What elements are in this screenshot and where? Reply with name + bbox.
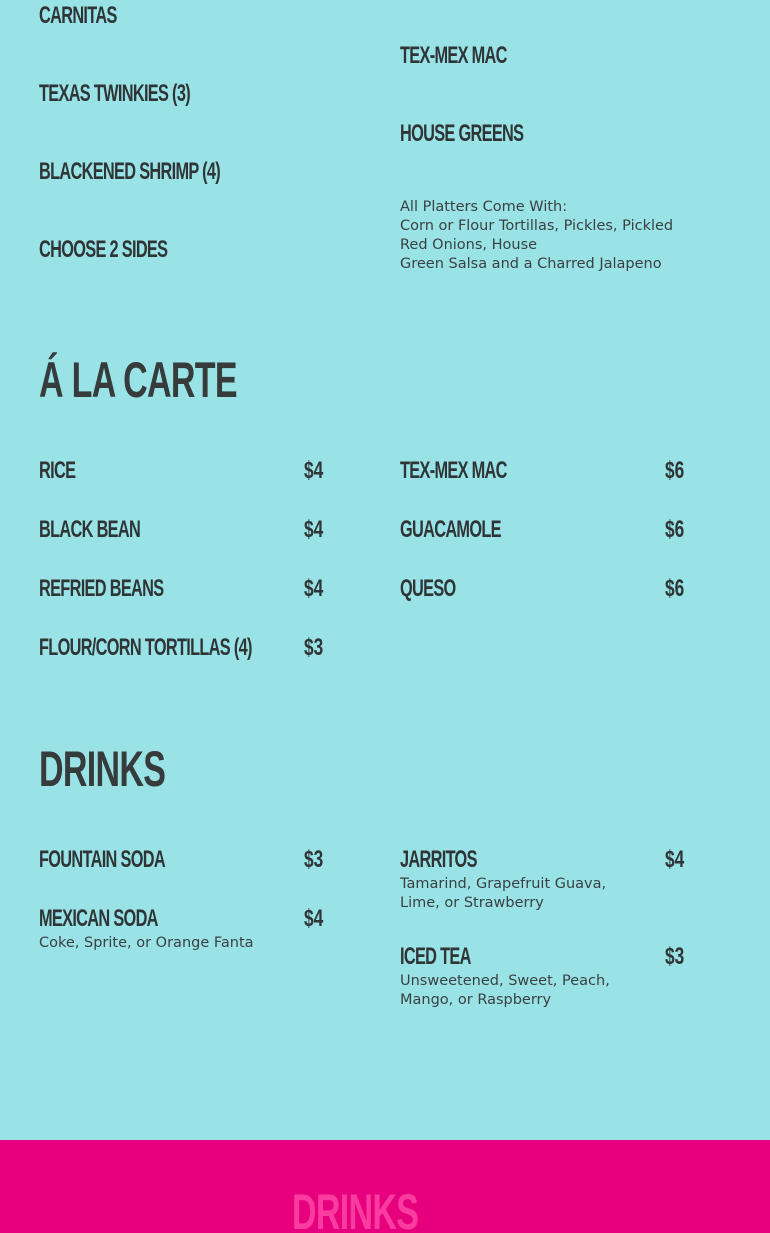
menu-item-name: RICE: [39, 457, 76, 484]
platter-item: [39, 80, 261, 108]
price-text: $4: [304, 516, 324, 543]
drink-item-name: ICED TEA: [400, 943, 471, 970]
section-title-text: Á LA CARTE: [39, 352, 237, 408]
price-text: $4: [304, 457, 324, 484]
platter-side-label: HOUSE GREENS: [400, 120, 524, 147]
menu-item-name: QUESO: [400, 575, 456, 602]
price-text: $3: [665, 943, 685, 970]
drink-item-name: FOUNTAIN SODA: [39, 846, 165, 873]
platter-item: [39, 236, 228, 264]
price-text: $3: [304, 846, 324, 873]
drink-item-name: MEXICAN SODA: [39, 905, 158, 932]
menu-item-price: [665, 516, 692, 544]
description-line: Mango, or Raspberry: [400, 992, 552, 1008]
drink-item-name: JARRITOS: [400, 846, 477, 873]
banner-title-text: DRINKS: [292, 1184, 419, 1233]
menu-item-name: REFRIED BEANS: [39, 575, 164, 602]
drink-item: [39, 846, 224, 874]
drink-item: [39, 905, 214, 933]
menu-item-name: GUACAMOLE: [400, 516, 501, 543]
platter-item-label: CHOOSE 2 SIDES: [39, 236, 168, 263]
banner-title: [0, 1184, 770, 1233]
price-text: $6: [665, 575, 685, 602]
price-text: $4: [665, 846, 685, 873]
menu-item-price: [304, 516, 331, 544]
price-text: $6: [665, 516, 685, 543]
section-title: [39, 741, 225, 797]
drink-item-price: [304, 846, 331, 874]
platter-note-line: Corn or Flour Tortillas, Pickles, Pickled: [400, 218, 674, 234]
description-line: Tamarind, Grapefruit Guava,: [400, 876, 607, 892]
menu-item-price: [304, 634, 331, 662]
menu-item-name: BLACK BEAN: [39, 516, 141, 543]
platter-item-label: BLACKENED SHRIMP (4): [39, 158, 221, 185]
platter-note-line: Green Salsa and a Charred Jalapeno: [400, 256, 662, 272]
platter-side: [400, 42, 557, 70]
platter-item-label: TEXAS TWINKIES (3): [39, 80, 190, 107]
description-line: Unsweetened, Sweet, Peach,: [400, 973, 610, 989]
price-text: $3: [304, 634, 324, 661]
menu-item-name: TEX-MEX MAC: [400, 457, 507, 484]
menu-item-price: [304, 575, 331, 603]
price-text: $6: [665, 457, 685, 484]
platter-side-label: TEX-MEX MAC: [400, 42, 507, 69]
platter-item: [39, 158, 305, 186]
drink-item: [400, 943, 504, 971]
platter-note: [400, 198, 700, 274]
menu-item-name: FLOUR/CORN TORTILLAS (4): [39, 634, 252, 661]
drinks-banner: [0, 1140, 770, 1233]
drink-item-price: [665, 943, 692, 971]
platter-side: [400, 120, 581, 148]
section-title: [39, 352, 330, 408]
price-text: $4: [304, 905, 324, 932]
drink-item-price: [304, 905, 331, 933]
menu-item-price: [665, 575, 692, 603]
menu-item: [39, 457, 92, 485]
platter-note-line: All Platters Come With:: [400, 199, 568, 215]
platter-item-label: CARNITAS: [39, 2, 117, 29]
drink-item-description: [400, 875, 606, 913]
platter-note-line: Red Onions, House: [400, 237, 538, 253]
menu-item: [400, 457, 557, 485]
menu-item: [400, 516, 548, 544]
price-text: $4: [304, 575, 324, 602]
menu-item: [39, 575, 222, 603]
section-title-text: DRINKS: [39, 741, 166, 797]
drink-item-description: [400, 972, 610, 1010]
drink-item-description: Coke, Sprite, or Orange Fanta: [39, 935, 254, 951]
drink-item-price: [665, 846, 692, 874]
drink-item: [400, 846, 513, 874]
menu-item-price: [304, 457, 331, 485]
description-line: Lime, or Strawberry: [400, 895, 544, 911]
platter-item: [39, 2, 153, 30]
menu-item: [400, 575, 482, 603]
menu-item-price: [665, 457, 692, 485]
menu-item: [39, 516, 188, 544]
